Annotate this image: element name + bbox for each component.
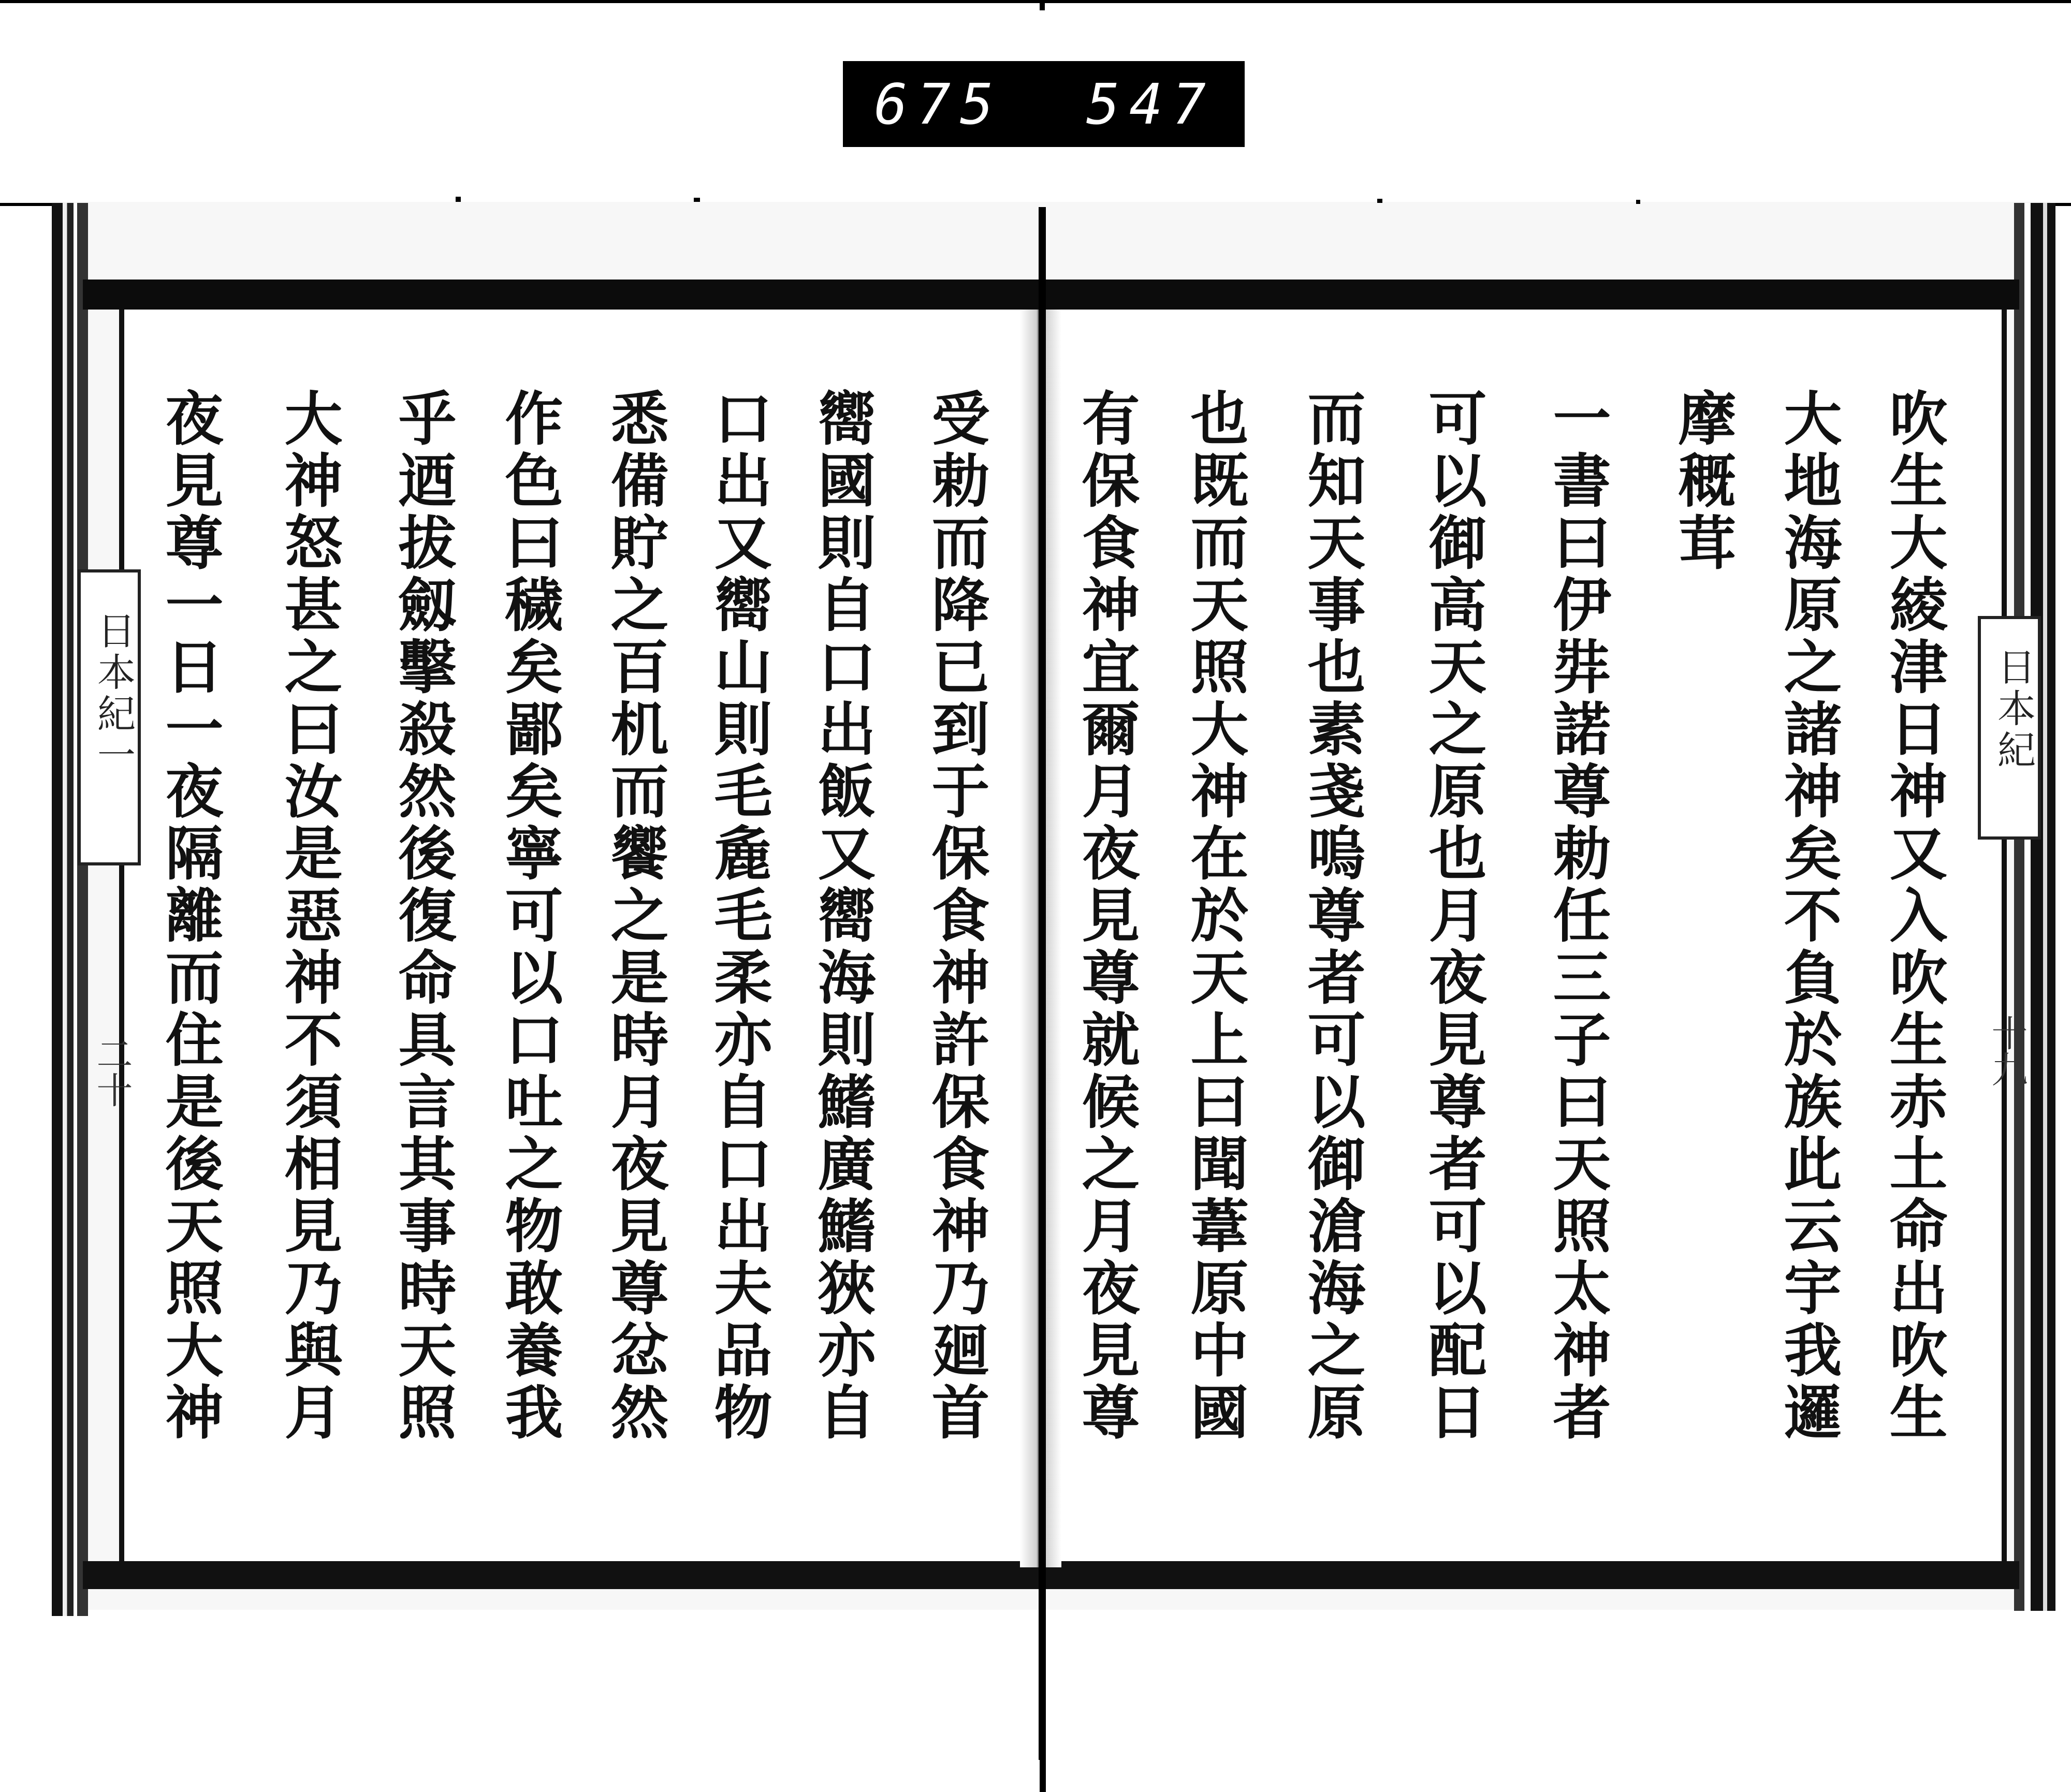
right-column-3: 摩穊茸	[1669, 388, 1737, 575]
scan-speck	[1636, 200, 1640, 204]
book-spine	[1039, 207, 1046, 1760]
scan-speck	[1377, 199, 1382, 203]
scan-border-top	[0, 0, 2071, 3]
scan-speck	[456, 197, 461, 202]
right-column-2: 大地海原之諸神矣不負於族此云宇我邏	[1774, 388, 1842, 1444]
scan-center-mark-top	[1040, 0, 1045, 10]
left-column-4: 悉備貯之百机而饗之是時月夜見尊忿然	[601, 388, 669, 1444]
right-page-number: 十九	[1986, 1015, 2028, 1087]
right-column-1: 吹生大綾津日神又入吹生赤土命出吹生	[1880, 388, 1948, 1444]
scan-center-mark-bottom	[1040, 1760, 1046, 1792]
microfilm-id-label	[843, 61, 1245, 147]
left-column-6: 乎迺拔劔擊殺然後復命具言其事時天照	[389, 388, 457, 1444]
book-right-edge	[2014, 203, 2055, 1611]
right-column-4: 一書曰伊弉諾尊勅任三子曰天照太神者	[1543, 388, 1611, 1444]
left-column-3: 口出又嚮山則毛麁毛柔亦自口出夫品物	[705, 388, 772, 1444]
right-column-8: 有保食神宜爾月夜見尊就候之月夜見尊	[1072, 388, 1140, 1444]
left-column-1: 受勅而降已到于保食神許保食神乃廻首	[922, 388, 990, 1444]
right-column-7: 也既而天照大神在於天上曰聞葦原中國	[1181, 388, 1249, 1444]
left-page	[119, 310, 1030, 1561]
book-top-band	[83, 280, 2019, 310]
left-column-5: 作色曰穢矣鄙矣寧可以口吐之物敢養我	[495, 388, 563, 1444]
right-page-title: 日本紀	[1991, 647, 2036, 771]
left-column-2: 嚮國則自口出飯又嚮海則鰭廣鰭狹亦自	[808, 388, 876, 1444]
right-column-6: 而知天事也素戔嗚尊者可以御滄海之原	[1298, 388, 1366, 1444]
left-column-7: 大神怒甚之曰汝是惡神不須相見乃與月	[275, 388, 343, 1444]
left-page-title: 日本紀一	[91, 611, 136, 776]
right-column-5: 可以御高天之原也月夜見尊者可以配日	[1419, 388, 1487, 1444]
left-column-8: 夜見尊一日一夜隔離而住是後天照大神	[156, 388, 224, 1444]
id-number-right: 547	[1086, 72, 1216, 137]
left-page-number: 二十	[91, 1035, 133, 1108]
scan-speck	[694, 198, 700, 202]
book-left-edge	[52, 203, 88, 1616]
id-number-left: 675	[874, 72, 1003, 137]
